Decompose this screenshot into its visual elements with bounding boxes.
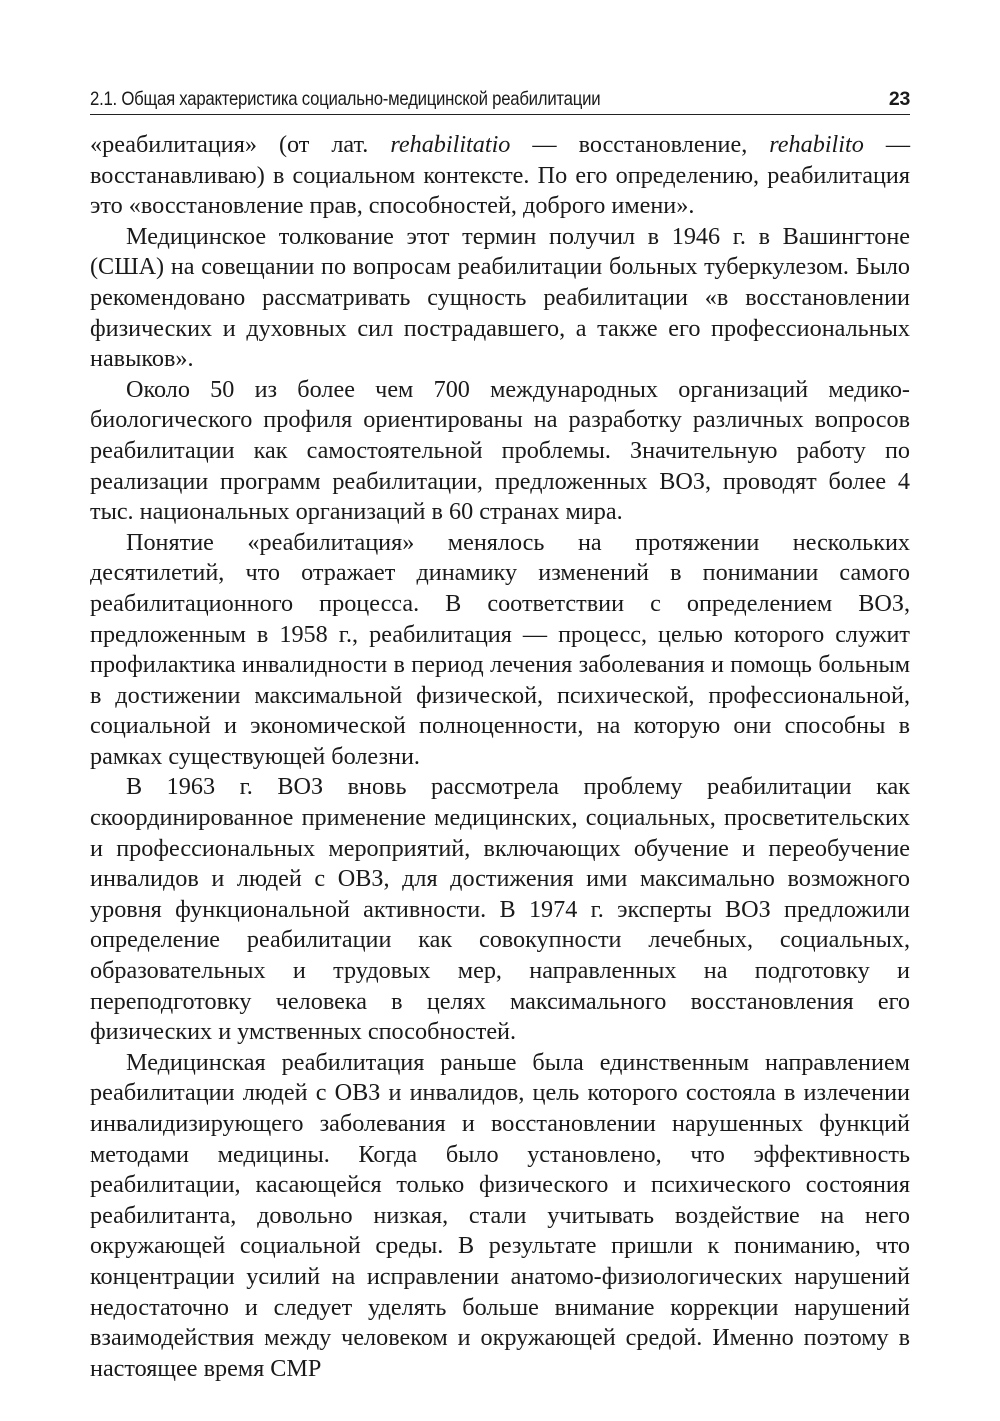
paragraph: Медицинское толкование этот термин получил в 1946 г. в Вашингтоне (США) на совещании по вопросам реабилитации больных туберкулезом. Было рекомендовано рассматривать сущность реабилитации «в восстановлении физических и духовных сил пострадавшего, а также его профессиональных навыков».	[90, 222, 910, 373]
paragraph-continued	[90, 130, 910, 222]
paragraph: Понятие «реабилитация» менялось на протяжении нескольких десятилетий, что отражает динамику изменений в понимании самого реабилитационного процесса. В соответствии с определением ВОЗ, предложенным в 1958 г., реабилитация — процесс, целью которого служит профилактика инвалидности в период лечения заболевания и помощь больным в достижении максимальной физической, психической, профессиональной, социальной и экономической полноценности, на которую они способны в рамках существующей болезни.	[90, 528, 910, 770]
paragraph: Около 50 из более чем 700 международных организаций медико-биологического профиля ориентированы на разработку различных вопросов реабилитации как самостоятельной проблемы. Значительную работу по реализации программ реабилитации, предложенных ВОЗ, проводят более 4 тыс. национальных организаций в 60 странах мира.	[90, 375, 910, 526]
page-number: 23	[888, 88, 910, 110]
paragraph: В 1963 г. ВОЗ вновь рассмотрела проблему реабилитации как скоординированное применение медицинских, социальных, просветительских и профессиональных мероприятий, включающих обучение и переобучение инвалидов и людей с ОВЗ, для достижения ими максимально возможного уровня функциональной активности. В 1974 г. эксперты ВОЗ предложили определение реабилитации как совокупности лечебных, социальных, образовательных и трудовых мер, направленных на подготовку и переподготовку человека в целях максимального восстановления его физических и умственных способностей.	[90, 773, 910, 1046]
latin-term: rehabilito	[769, 131, 864, 158]
paragraph: Медицинская реабилитация раньше была единственным направлением реабилитации людей с ОВЗ и инвалидов, цель которого состояла в излечении инвалидизирующего заболевания и восстановлении нарушенных функций методами медицины. Когда было установлено, что эффективность реабилитации, касающейся только физического и психического состояния реабилитанта, довольно низкая, стали учитывать воздействие на него окружающей социальной среды. В результате пришли к пониманию, что концентрации усилий на исправлении анатомо-физиологических нарушений недостаточно и следует уделять больше внимание коррекции нарушений взаимодействия между человеком и окружающей средой. Именно поэтому в настоящее время СМР	[90, 1048, 910, 1382]
running-header	[90, 84, 910, 115]
text-fragment: — восстановление,	[510, 131, 770, 158]
body-text	[90, 130, 910, 1384]
text-fragment: «реабилитация» (от лат.	[90, 131, 391, 158]
section-title: 2.1. Общая характеристика социально-медицинской реабилитации	[90, 88, 601, 110]
text-fragment: — восстанавливаю) в социальном контексте. По его определению, реабилитация это «восстановление прав, способностей, доброго имени».	[90, 131, 910, 220]
latin-term: rehabilitatio	[390, 131, 511, 158]
